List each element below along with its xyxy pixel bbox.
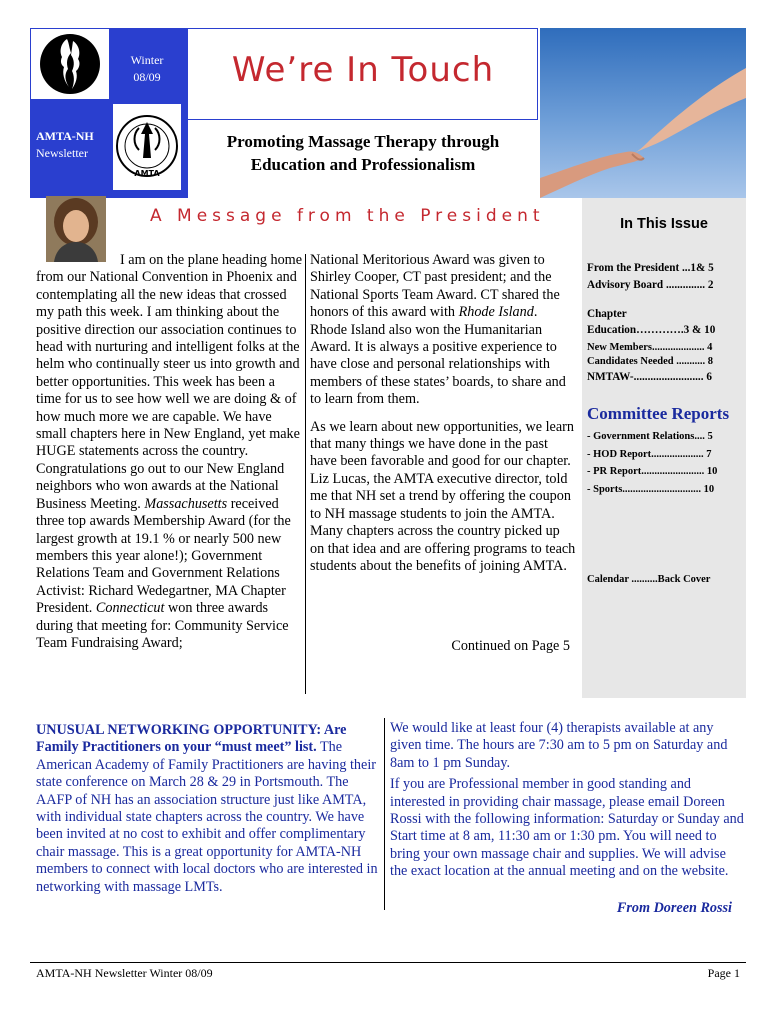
toc-item[interactable]: New Members.................... 4: [587, 342, 713, 353]
networking-article-right: [390, 720, 746, 885]
col2-text-a: National Meritorious Award was given to Shirley Cooper, CT past president; and the National Sports Team Award. CT shared the honors of this award with: [310, 252, 560, 321]
committee-item[interactable]: - PR Report........................ 10: [587, 466, 718, 477]
issue-date: [112, 52, 182, 86]
tagline: [188, 130, 538, 176]
toc-item[interactable]: From the President ...1& 5: [587, 262, 714, 274]
article-signature: From Doreen Rossi: [616, 900, 732, 916]
toc-item[interactable]: Education………….3 & 10: [587, 324, 716, 336]
column-divider: [305, 254, 306, 694]
hands-photo: [540, 28, 746, 198]
footer-publication: AMTA-NH Newsletter Winter 08/09: [36, 966, 213, 980]
president-message-column-1: [36, 252, 302, 652]
amta-seal-icon: [113, 104, 181, 190]
continued-note: Continued on Page 5: [451, 638, 570, 654]
issue-season: Winter: [130, 53, 164, 67]
president-message-heading: A Message from the President: [150, 206, 545, 226]
committee-item[interactable]: - Government Relations.... 5: [587, 431, 713, 442]
bottom-column-divider: [384, 718, 385, 910]
seal-letters: AMTA: [134, 169, 160, 178]
networking-right-paragraph-1: We would like at least four (4) therapists available at any given time. The hours are 7:30 am to 5 pm on Saturday and 8am to 1 pm Sunday.: [390, 720, 728, 771]
toc-item[interactable]: Candidates Needed ........... 8: [587, 356, 714, 367]
col1-text-c: won three awards during that meeting for: Community Service Team Fundraising Award;: [36, 600, 289, 651]
calendar-item[interactable]: Calendar ..........Back Cover: [587, 574, 711, 585]
amta-seal: [113, 104, 181, 190]
hands-illustration: [540, 28, 746, 198]
publication-name: Newsletter: [36, 146, 88, 160]
toc-item[interactable]: Advisory Board .............. 2: [587, 279, 714, 291]
newsletter-title: We’re In Touch: [231, 50, 495, 90]
toc-title: In This Issue: [620, 216, 708, 232]
col1-text: I am on the plane heading home from our National Convention in Phoenix and contemplating all the new ideas that crossed my path this week. I am thinking about the positive direction our association continues to head with nurturing and intelligent folks at the helm who continually steer us into growth and better opportunities. This week has been a time for us to see how well we are doing & of how much more we are capable. We have small chapters here in New England, yet make HUGE statements across the country. Congratulations go out to our New England neighbors who won awards at the National Business Meeting.: [36, 252, 303, 512]
silhouette-logo: [31, 29, 109, 99]
issue-number: 08/09: [133, 70, 161, 84]
footer-rule: [30, 962, 746, 963]
toc-item[interactable]: NMTAW-......................... 6: [587, 371, 712, 383]
tagline-line-1: Promoting Massage Therapy through: [226, 132, 500, 151]
col1-connecticut: Connecticut: [95, 600, 165, 617]
networking-body: The American Academy of Family Practitioners are having their state conference on March 28 & 29 in Portsmouth. The AAFP of NH has an association structure just like AMTA, with individual state chapters across the country. We have been invited at no cost to exhibit and offer complimentary chair massage. This is a great opportunity for AMTA-NH members to connect with local doctors who are interested in networking with massage LMTs.: [36, 739, 378, 895]
networking-article-left: [36, 722, 382, 896]
page-number: Page 1: [707, 966, 740, 980]
tagline-line-2: Education and Professionalism: [250, 155, 476, 174]
committee-item[interactable]: - HOD Report.................... 7: [587, 449, 712, 460]
col1-massachusetts: Massachusetts: [144, 495, 228, 512]
col2-paragraph-2: As we learn about new opportunities, we learn that many things we have done in the past have been favorable and good for our chapter. Liz Lucas, the AMTA executive director, told me that NH set a trend by offering the coupon to NH massage students to join the AMTA. Many chapters across the country picked up on that idea and are offering programs to teach students about the benefits of joining AMTA.: [310, 418, 576, 574]
col2-rhode-island: Rhode Island: [458, 304, 534, 321]
col2-text-b: . Rhode Island also won the Humanitarian Award. It is always a positive experience to have close and personal relationships with members of these states’ boards, to share and to learn from them.: [310, 304, 566, 408]
president-message-column-2: [310, 252, 576, 585]
committee-item[interactable]: - Sports.............................. 10: [587, 484, 715, 495]
col1-text-b: received three top awards Membership Award (for the largest growth at 19.1 % or nearly 500 new members this year alone!); Government Relations Team and Government Relations Activist: Richard Wedegartner, MA Chapter President.: [36, 495, 291, 617]
org-name: AMTA-NH: [36, 129, 94, 143]
committee-reports-title: Committee Reports: [587, 404, 730, 423]
newsletter-label: [36, 128, 94, 162]
toc-item[interactable]: Chapter: [587, 308, 627, 320]
silhouette-logo-icon: [31, 29, 109, 99]
networking-headline: UNUSUAL NETWORKING OPPORTUNITY: Are Family Practitioners on your “must meet” list.: [36, 722, 347, 756]
networking-right-paragraph-2: If you are Professional member in good standing and interested in providing chair massage, please email Doreen Rossi with the following information: Saturday or Sunday and Start time at 8 am, 11:30 am or 1:30 pm. You will need to bring your own massage chair and supplies. We will advise the exact location at the annual meeting and on the website.: [390, 776, 744, 880]
